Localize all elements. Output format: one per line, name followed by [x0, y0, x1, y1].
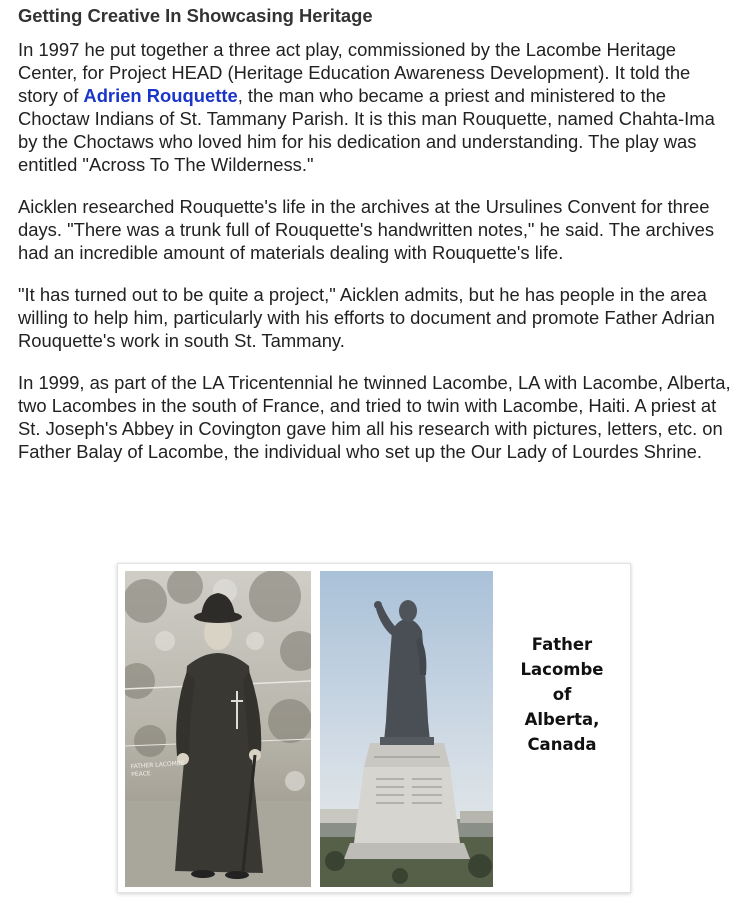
- adrien-rouquette-link[interactable]: Adrien Rouquette: [83, 85, 238, 106]
- father-lacombe-statue-photo: [320, 571, 493, 887]
- caption-line: Alberta,: [524, 710, 600, 729]
- article-heading: Getting Creative In Showcasing Heritage: [18, 5, 373, 26]
- article: [18, 4, 734, 482]
- paragraph-1-text-end: , the man who became a priest and ministered to the Choctaw Indians of St. Tammany Parish. It is this man Rouquette, named Chahta-Ima by the Choctaws who loved him for his dedication and understanding. The play was entitled "Across To The Wilderness.": [18, 85, 715, 175]
- father-lacombe-portrait-photo: [125, 571, 311, 887]
- caption-line: Lacombe: [520, 660, 604, 679]
- paragraph-4: In 1999, as part of the LA Tricentennial he twinned Lacombe, LA with Lacombe, Alberta, two Lacombes in the south of France, and tried to twin with Lacombe, Haiti. A priest at St. Joseph's Abbey in Covington gave him all his research with pictures, letters, etc. on Father Balay of Lacombe, the individual who set up the Our Lady of Lourdes Shrine.: [18, 372, 731, 462]
- caption-line: Canada: [527, 735, 597, 754]
- paragraph-1-text-start: In 1997 he put together a three act play, commissioned by the Lacombe Heritage Center, for Project HEAD (Heritage Education Awareness Development). It told the story of: [18, 39, 691, 106]
- paragraph-1: [18, 38, 734, 176]
- father-lacombe-figure: [117, 563, 631, 893]
- caption-line: of: [552, 685, 572, 704]
- figure-caption: [498, 632, 626, 757]
- caption-line: Father: [531, 635, 593, 654]
- paragraph-3: "It has turned out to be quite a project," Aicklen admits, but he has people in the area willing to help him, particularly with his efforts to document and promote Father Adrian Rouquette's work in south St. Tammany.: [18, 284, 715, 351]
- paragraph-2: Aicklen researched Rouquette's life in the archives at the Ursulines Convent for three days. "There was a trunk full of Rouquette's handwritten notes," he said. The archives had an incredible amount of materials dealing with Rouquette's life.: [18, 196, 715, 263]
- portrait-inscription: FATHER LACOMBE PEACE: [130, 759, 185, 779]
